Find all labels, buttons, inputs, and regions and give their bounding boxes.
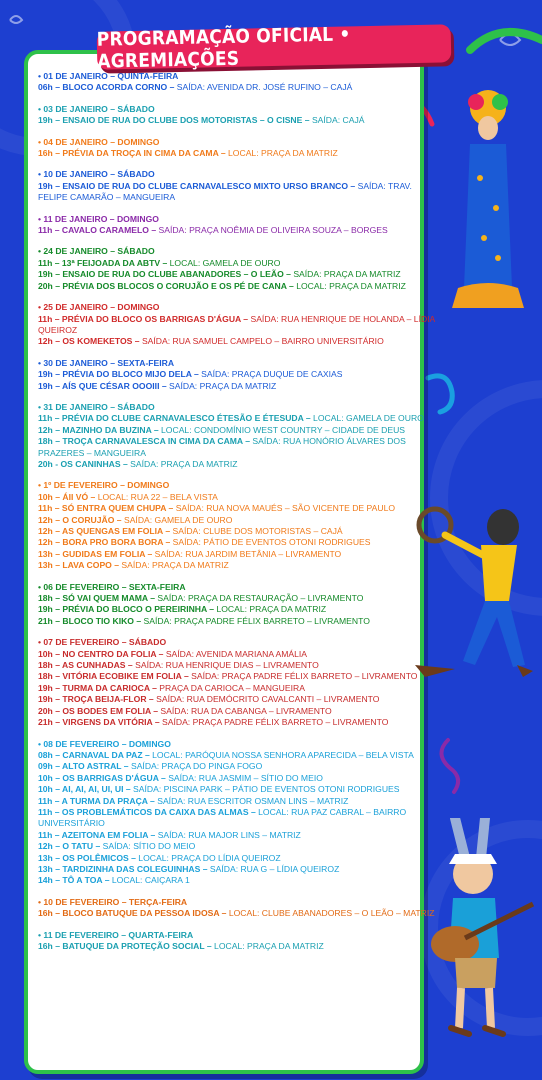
event-location: SAÍDA: RUA DEMÓCRITO CAVALCANTI – LIVRAMENTO — [156, 694, 380, 705]
schedule-day — [38, 169, 443, 203]
event-line — [38, 841, 443, 852]
event-line — [38, 717, 443, 728]
event-location: SAÍDA: RUA NOVA MAUÉS – SÃO VICENTE DE PAULO — [175, 503, 396, 514]
day-header: • 04 DE JANEIRO – DOMINGO — [38, 136, 160, 147]
event-line — [38, 593, 443, 604]
day-header: • 11 DE JANEIRO – DOMINGO — [38, 213, 159, 224]
event-title: 16h – BLOCO BATUQUE DA PESSOA IDOSA – — [38, 908, 229, 919]
event-line — [38, 515, 443, 526]
event-title: 10h – OS BARRIGAS D'ÁGUA – — [38, 772, 169, 783]
event-line — [38, 381, 443, 392]
event-location: SAÍDA: PRAÇA DA RESTAURAÇÃO – LIVRAMENTO — [157, 593, 364, 604]
event-line — [38, 830, 443, 841]
event-location: PRAÇA DA CARIOCA – MANGUEIRA — [159, 682, 305, 693]
day-header: • 10 DE JANEIRO – SÁBADO — [38, 169, 155, 180]
event-location: SAÍDA: RUA SAMUEL CAMPELO – BAIRRO UNIVERSITÁRIO — [141, 336, 384, 347]
day-header: • 06 DE FEVEREIRO – SEXTA-FEIRA — [38, 581, 186, 592]
event-line — [38, 671, 443, 682]
event-line — [38, 807, 443, 830]
event-line — [38, 649, 443, 660]
event-line — [38, 314, 443, 337]
event-title: 18h – VITÓRIA ECOBIKE EM FOLIA – — [38, 671, 192, 682]
event-location: SAÍDA: RUA HONÓRIO ÁLVARES DOS PRAZERES – MANGUEIRA — [38, 436, 406, 458]
day-header: • 24 DE JANEIRO – SÁBADO — [38, 246, 155, 257]
event-location: SAÍDA: RUA MAJOR LINS – MATRIZ — [157, 829, 301, 840]
event-title: 13h – GUDIDAS EM FOLIA – — [38, 548, 155, 559]
event-title: 20h – OS BODES EM FOLIA – — [38, 705, 161, 716]
event-location: SAÍDA: PRAÇA DO PINGA FOGO — [130, 761, 263, 772]
event-location: LOCAL: GAMELA DE OURO — [169, 257, 281, 268]
event-line — [38, 853, 443, 864]
event-location: SAÍDA: RUA JARDIM BETÂNIA – LIVRAMENTO — [154, 548, 342, 559]
schedule-day — [38, 214, 443, 237]
event-location: SAÍDA: CLUBE DOS MOTORISTAS – CAJÁ — [172, 526, 343, 536]
event-line — [38, 459, 443, 470]
event-title: 19h – PRÉVIA DO BLOCO O PEREIRINHA – — [38, 604, 217, 615]
event-title: 13h – OS POLÊMICOS – — [38, 852, 139, 863]
title-banner — [96, 23, 452, 73]
event-line — [38, 750, 443, 761]
schedule-day — [38, 137, 443, 160]
event-location: SAÍDA: PRAÇA DUQUE DE CAXIAS — [201, 369, 343, 380]
event-line — [38, 875, 443, 886]
carnival-man-mask-illustration — [405, 505, 537, 685]
event-location: SAÍDA: TRAV. FELIPE CAMARÃO – MANGUEIRA — [38, 180, 412, 203]
event-line — [38, 336, 443, 347]
event-location: SAÍDA: RUA ESCRITOR OSMAN LINS – MATRIZ — [157, 795, 349, 806]
schedule-day — [38, 930, 443, 953]
event-title: 11h – 13ª FEIJOADA DA ABTV – — [38, 257, 170, 268]
event-title: 19h – AÍS QUE CÉSAR OOOIII – — [38, 380, 170, 391]
event-title: 18h – TROÇA CARNAVALESCA IN CIMA DA CAMA – — [38, 436, 253, 447]
event-line — [38, 258, 443, 269]
day-header: • 11 DE FEVEREIRO – QUARTA-FEIRA — [38, 929, 194, 940]
event-location: LOCAL: PRAÇA DO LÍDIA QUEIROZ — [138, 852, 281, 863]
event-title: 11h – PRÉVIA DO BLOCO OS BARRIGAS D'ÁGUA – — [38, 313, 251, 324]
event-location: LOCAL: PRAÇA DA MATRIZ — [228, 148, 338, 159]
schedule-day — [38, 582, 443, 628]
event-location: LOCAL: PRAÇA DA MATRIZ — [296, 280, 406, 291]
event-title: 21h – VIRGENS DA VITÓRIA – — [38, 717, 163, 728]
day-header: • 31 DE JANEIRO – SÁBADO — [38, 401, 155, 412]
event-location: SAÍDA: PRAÇA DA MATRIZ — [293, 269, 401, 280]
event-title: 12h – O CORUJÃO – — [38, 514, 124, 525]
event-line — [38, 503, 443, 514]
event-location: LOCAL: PRAÇA DA MATRIZ — [214, 941, 324, 951]
schedule-day — [38, 637, 443, 728]
event-location: SAÍDA: PRAÇA DA MATRIZ — [169, 380, 277, 391]
event-line — [38, 773, 443, 784]
event-title: 12h – BORA PRO BORA BORA – — [38, 537, 173, 548]
event-location: SAÍDA: CAJÁ — [311, 115, 365, 126]
event-title: 11h – AZEITONA EM FOLIA – — [38, 829, 158, 840]
event-line — [38, 908, 443, 919]
event-title: 12h – O TATU – — [38, 841, 103, 852]
event-line — [38, 560, 443, 571]
event-location: SAÍDA: PRAÇA DA MATRIZ — [130, 458, 238, 469]
event-location: SAÍDA: PISCINA PARK – PÁTIO DE EVENTOS OTONI RODRIGUES — [133, 784, 400, 795]
event-title: 20h - OS CANINHAS – — [38, 458, 131, 469]
event-title: 18h – SÓ VAI QUEM MAMA – — [38, 593, 158, 604]
event-line — [38, 616, 443, 627]
schedule-day — [38, 480, 443, 571]
event-location: SAÍDA: GAMELA DE OURO — [123, 514, 233, 525]
event-title: 19h – ENSAIO DE RUA DO CLUBE DOS MOTORISTAS – O CISNE – — [38, 115, 312, 126]
event-title: 19h – ENSAIO DE RUA DO CLUBE ABANADORES – O LEÃO – — [38, 269, 294, 280]
event-line — [38, 413, 443, 424]
event-line — [38, 269, 443, 280]
event-title: 11h – PRÉVIA DO CLUBE CARNAVALESCO ÉTESÃO E ÉTESUDA – — [38, 413, 314, 424]
event-title: 20h – PRÉVIA DOS BLOCOS O CORUJÃO E OS PÉ DE CANA – — [38, 280, 297, 291]
event-line — [38, 281, 443, 292]
event-line — [38, 537, 443, 548]
event-location: SAÍDA: PRAÇA PADRE FÉLIX BARRETO – LIVRAMENTO — [191, 671, 418, 682]
event-title: 09h – ALTO ASTRAL – — [38, 761, 131, 772]
event-location: LOCAL: GAMELA DE OURO — [313, 413, 424, 424]
event-location: LOCAL: CONDOMÍNIO WEST COUNTRY – CIDADE DE DEUS — [161, 424, 406, 435]
event-line — [38, 82, 443, 93]
event-line — [38, 115, 443, 126]
event-title: 12h – OS KOMEKETOS – — [38, 336, 142, 347]
event-line — [38, 492, 443, 503]
event-title: 12h – AS QUENGAS EM FOLIA – — [38, 526, 173, 536]
schedule-day — [38, 302, 443, 348]
event-title: 12h – MAZINHO DA BUZINA – — [38, 424, 162, 435]
event-line — [38, 604, 443, 615]
event-title: 06h – BLOCO ACORDA CORNO – — [38, 82, 177, 93]
event-line — [38, 660, 443, 671]
event-location: SAÍDA: SÍTIO DO MEIO — [102, 841, 196, 852]
event-location: LOCAL: CAIÇARA 1 — [111, 875, 190, 886]
event-title: 11h – A TURMA DA PRAÇA – — [38, 795, 158, 806]
event-location: SAÍDA: RUA G – LÍDIA QUEIROZ — [209, 863, 340, 874]
event-title: 10h – AI, AI, AI, UI, UI – — [38, 784, 134, 795]
event-title: 13h – LAVA COPO – — [38, 560, 122, 571]
event-line — [38, 148, 443, 159]
event-location: LOCAL: RUA 22 – BELA VISTA — [97, 491, 218, 502]
event-location: SAÍDA: AVENIDA MARIANA AMÁLIA — [165, 648, 308, 659]
event-location: LOCAL: RUA PAZ CABRAL – BAIRRO UNIVERSITÁRIO — [38, 806, 407, 829]
event-line — [38, 683, 443, 694]
event-line — [38, 761, 443, 772]
day-header: • 07 DE FEVEREIRO – SÁBADO — [38, 637, 167, 648]
event-line — [38, 425, 443, 436]
day-header: • 1º DE FEVEREIRO – DOMINGO — [38, 480, 170, 491]
schedule-day — [38, 246, 443, 292]
day-header: • 25 DE JANEIRO – DOMINGO — [38, 302, 160, 313]
event-title: 13h – TARDIZINHA DAS COLEGUINHAS – — [38, 863, 210, 874]
event-title: 18h – AS CUNHADAS – — [38, 660, 136, 671]
event-location: SAÍDA: PRAÇA DA MATRIZ — [121, 560, 229, 571]
event-line — [38, 796, 443, 807]
day-header: • 01 DE JANEIRO – QUINTA-FEIRA — [38, 71, 179, 81]
event-location: SAÍDA: AVENIDA DR. JOSÉ RUFINO – CAJÁ — [176, 82, 353, 93]
event-title: 11h – CAVALO CARAMELO – — [38, 225, 159, 236]
event-line — [38, 181, 443, 204]
event-line — [38, 369, 443, 380]
schedule-day — [38, 358, 443, 392]
event-title: 11h – OS PROBLEMÁTICOS DA CAIXA DAS ALMAS – — [38, 806, 259, 817]
event-title: 14h – TÔ A TOA – — [38, 875, 112, 886]
event-line — [38, 941, 443, 952]
event-line — [38, 694, 443, 705]
event-title: 19h – TURMA DA CARIOCA – — [38, 682, 160, 693]
schedule-day — [38, 402, 443, 470]
schedule-list — [38, 71, 443, 962]
event-title: 21h – BLOCO TIO KIKO – — [38, 615, 144, 626]
event-title: 19h – TROÇA BEIJA-FLOR – — [38, 694, 157, 705]
event-line — [38, 706, 443, 717]
event-location: LOCAL: PARÓQUIA NOSSA SENHORA APARECIDA – BELA VISTA — [152, 749, 414, 760]
event-location: SAÍDA: RUA JASMIM – SÍTIO DO MEIO — [168, 772, 323, 783]
event-title: 19h – ENSAIO DE RUA DO CLUBE CARNAVALESCO MIXTO URSO BRANCO – — [38, 180, 358, 191]
event-line — [38, 549, 443, 560]
event-line — [38, 436, 443, 459]
event-title: 11h – SÓ ENTRA QUEM CHUPA – — [38, 503, 176, 514]
event-location: SAÍDA: PRAÇA NOÊMIA DE OLIVEIRA SOUZA – BORGES — [158, 225, 388, 236]
event-location: SAÍDA: RUA HENRIQUE DIAS – LIVRAMENTO — [135, 660, 319, 671]
event-location: SAÍDA: PÁTIO DE EVENTOS OTONI RODRIGUES — [172, 537, 371, 548]
event-line — [38, 526, 443, 537]
schedule-day — [38, 897, 443, 920]
event-location: SAÍDA: PRAÇA PADRE FÉLIX BARRETO – LIVRAMENTO — [143, 615, 370, 626]
event-line — [38, 864, 443, 875]
event-title: 19h – PRÉVIA DO BLOCO MIJO DELA – — [38, 369, 202, 380]
event-title: 10h – NO CENTRO DA FOLIA – — [38, 648, 166, 659]
event-line — [38, 225, 443, 236]
carnival-woman-illustration — [440, 88, 536, 314]
event-line — [38, 784, 443, 795]
event-title: 16h – PRÉVIA DA TROÇA IN CIMA DA CAMA – — [38, 148, 229, 159]
event-location: SAÍDA: PRAÇA PADRE FÉLIX BARRETO – LIVRAMENTO — [162, 717, 389, 728]
schedule-day — [38, 104, 443, 127]
event-location: SAÍDA: RUA HENRIQUE DE HOLANDA – LÍDIA QUEIROZ — [38, 313, 435, 335]
schedule-day — [38, 71, 443, 94]
day-header: • 08 DE FEVEREIRO – DOMINGO — [38, 738, 171, 749]
event-location: SAÍDA: RUA DA CABANGA – LIVRAMENTO — [160, 705, 332, 716]
event-title: 08h – CARNAVAL DA PAZ – — [38, 749, 153, 760]
event-title: 16h – BATUQUE DA PROTEÇÃO SOCIAL – — [38, 941, 215, 951]
event-location: LOCAL: CLUBE ABANADORES – O LEÃO – MATRIZ — [228, 908, 435, 919]
rabbit-guitar-illustration — [425, 818, 537, 1040]
day-header: • 30 DE JANEIRO – SEXTA-FEIRA — [38, 357, 175, 368]
event-title: 10h – ÁII VÓ – — [38, 491, 98, 502]
event-location: LOCAL: PRAÇA DA MATRIZ — [216, 604, 327, 615]
day-header: • 10 DE FEVEREIRO – TERÇA-FEIRA — [38, 896, 188, 907]
schedule-day — [38, 739, 443, 887]
page-title: PROGRAMAÇÃO OFICIAL • AGREMIAÇÕES — [96, 23, 351, 73]
day-header: • 03 DE JANEIRO – SÁBADO — [38, 103, 155, 114]
